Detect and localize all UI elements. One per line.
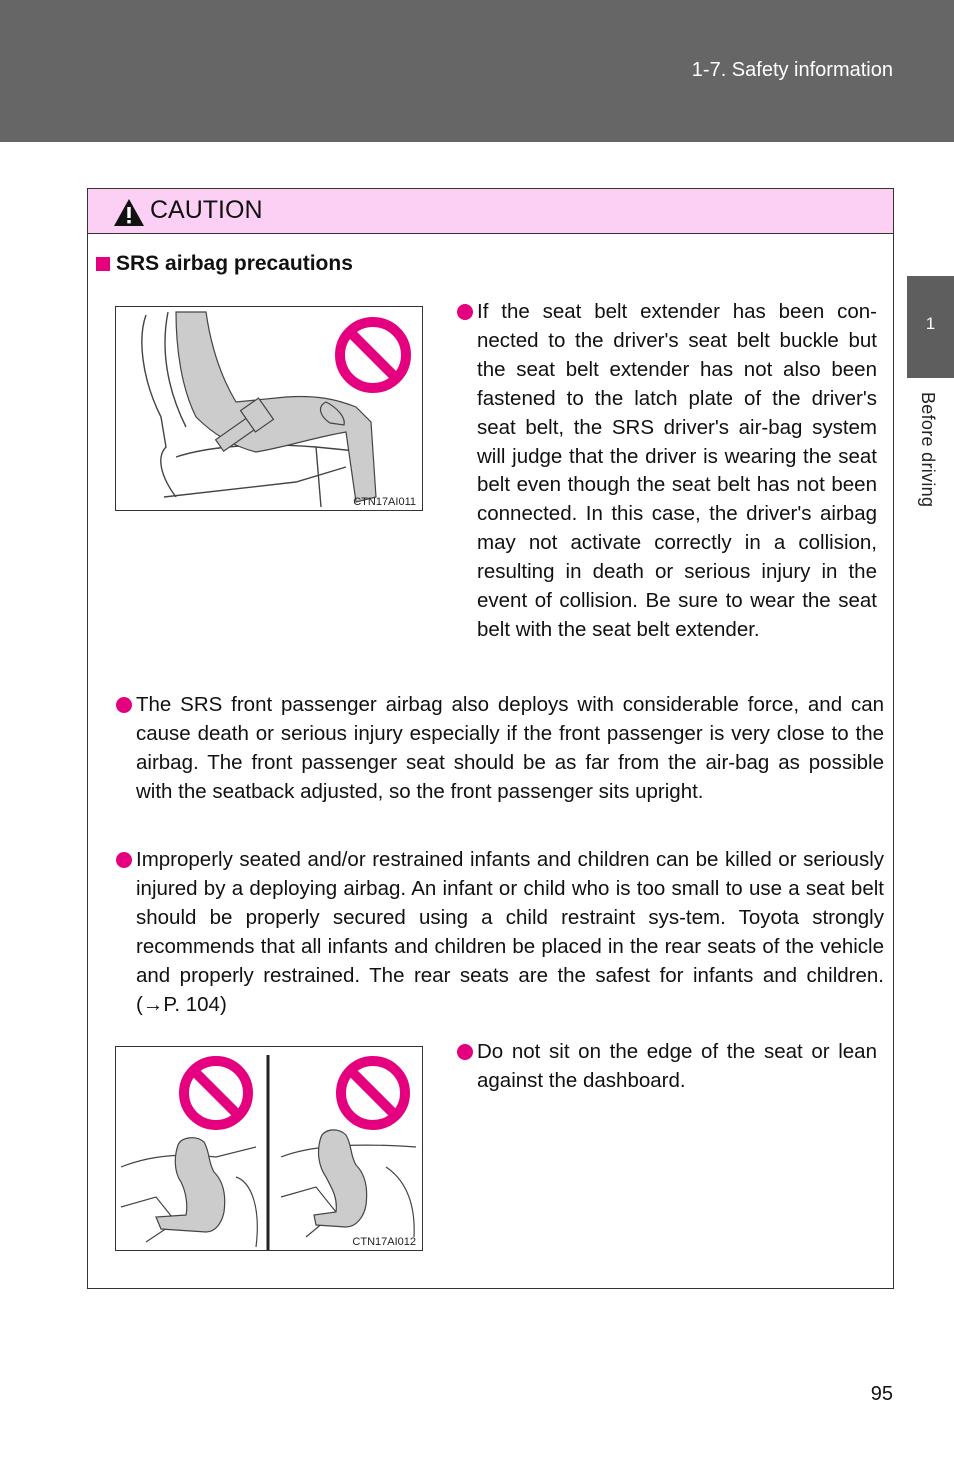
- chapter-label: Before driving: [918, 392, 938, 508]
- figure-code: CTN17AI011: [353, 496, 416, 508]
- bullet-dot-icon: [457, 304, 473, 320]
- figure-seating-position: [115, 1046, 423, 1251]
- subheading: [96, 252, 353, 276]
- seating-position-illustration: [116, 1047, 422, 1250]
- chapter-number: 1: [925, 314, 936, 333]
- bullet-text: If the seat belt extender has been con-nected to the driver's seat belt buckle but the seat belt extender has not also been fastened to the latch plate of the driver's seat belt, the SRS driver's air-bag system will judge that the driver is wearing the seat belt even though the seat belt has not been connected. In this case, the driver's airbag may not activate correctly in a collision, resulting in death or serious injury in the event of collision. Be sure to wear the seat belt with the seat belt extender.: [477, 300, 877, 641]
- page-number: 95: [870, 1383, 893, 1405]
- subheading-text: SRS airbag precautions: [116, 252, 353, 275]
- bullet-dot-icon: [457, 1044, 473, 1060]
- caution-header: [88, 189, 893, 234]
- section-title: 1-7. Safety information: [691, 59, 893, 81]
- square-bullet-icon: [96, 257, 110, 271]
- bullet-dot-icon: [116, 697, 132, 713]
- seatbelt-illustration: [116, 307, 422, 510]
- figure-seatbelt-extender: [115, 306, 423, 511]
- figure-code: CTN17AI012: [352, 1236, 416, 1248]
- page-header: [0, 0, 954, 142]
- warning-icon: [113, 198, 145, 227]
- bullet-text: Do not sit on the edge of the seat or lean against the dashboard.: [477, 1040, 877, 1092]
- bullet-dot-icon: [116, 852, 132, 868]
- bullet-text: Improperly seated and/or restrained infants and children can be killed or seriously injured by a deploying airbag. An infant or child who is too small to use a seat belt should be properly secured using a child restraint sys-tem. Toyota strongly recommends that all infants and children be placed in the rear seats of the vehicle and properly restrained. The rear seats are the safest for infants and children. (→P. 104): [136, 848, 884, 1016]
- chapter-tab[interactable]: [907, 276, 954, 378]
- bullet-text: The SRS front passenger airbag also deploys with considerable force, and can cause death or serious injury especially if the front passenger is very close to the airbag. The front passenger seat should be as far from the air-bag as possible with the seatback adjusted, so the front passenger sits upright.: [136, 693, 884, 803]
- caution-title: CAUTION: [150, 196, 263, 224]
